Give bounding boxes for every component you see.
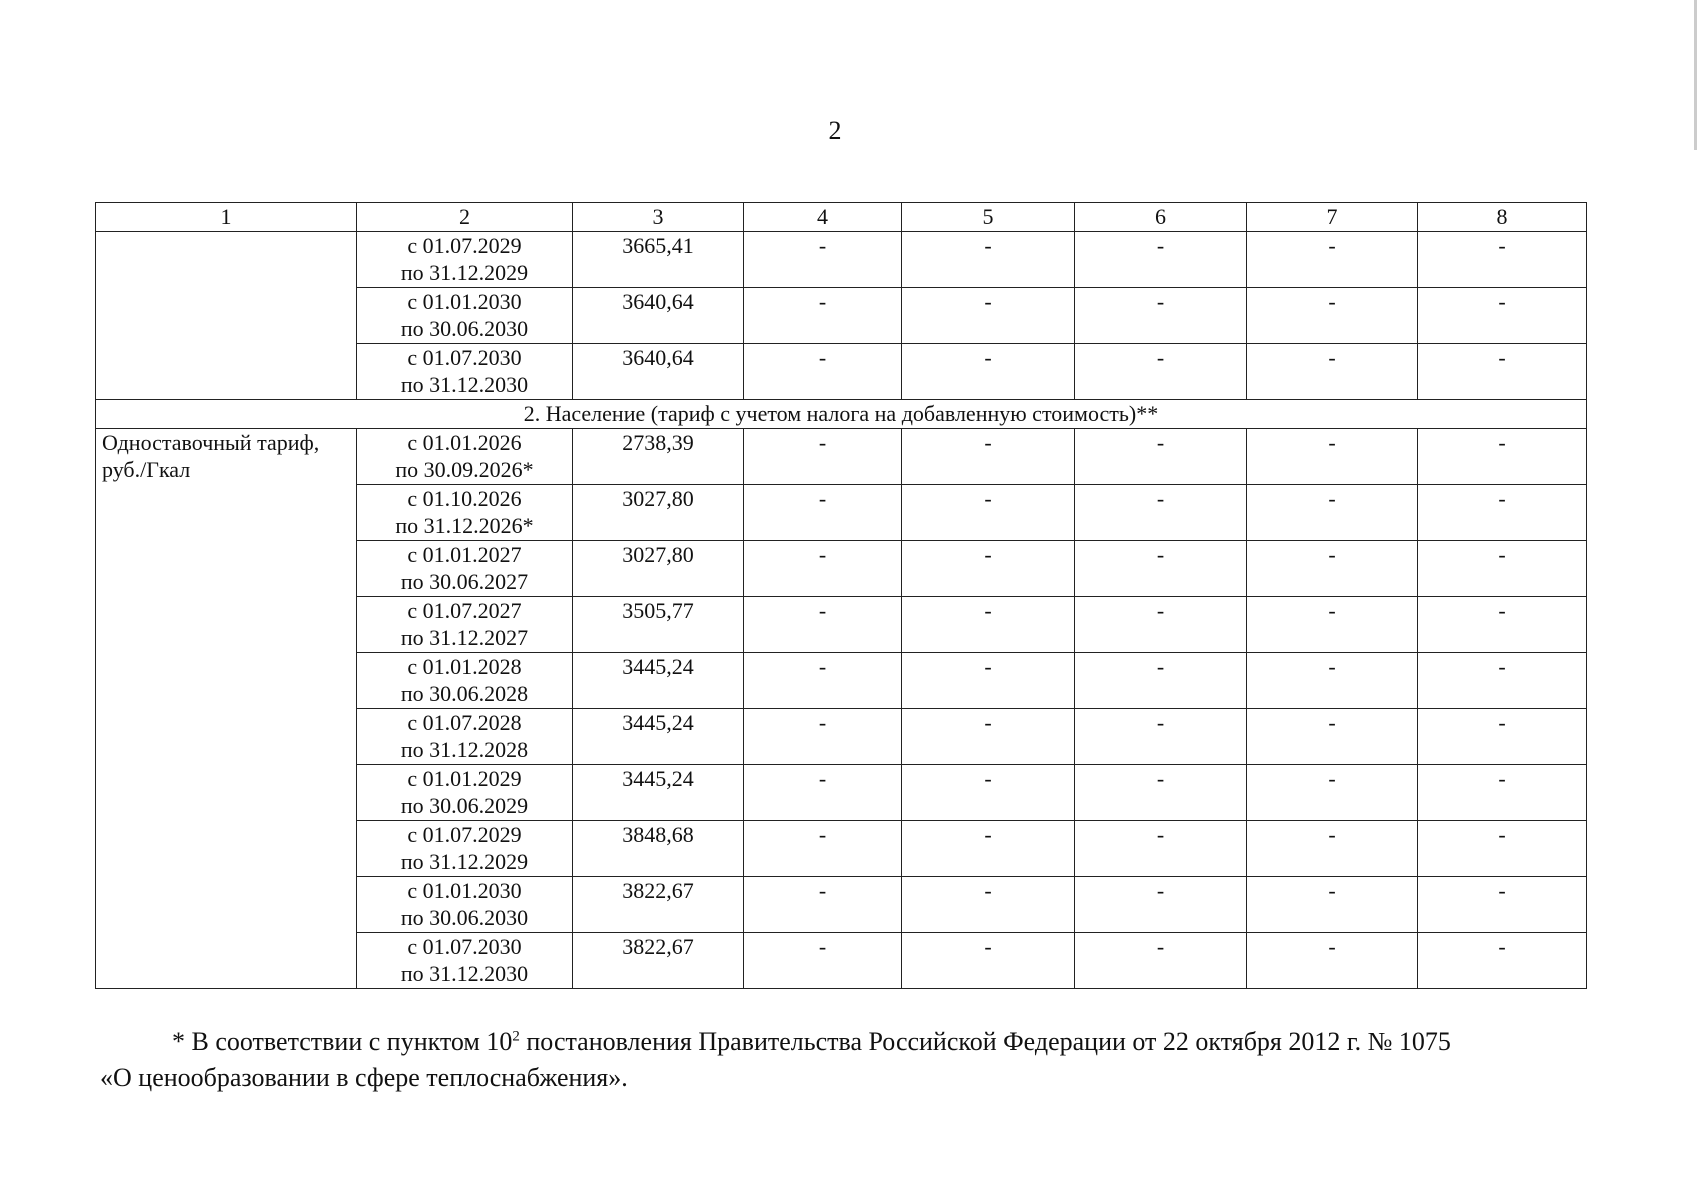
empty-value-cell: - xyxy=(1247,288,1418,344)
period-cell xyxy=(357,288,573,344)
empty-value-cell: - xyxy=(744,485,902,541)
period-from: с 01.01.2030 xyxy=(407,289,522,314)
empty-value-cell: - xyxy=(1075,344,1247,400)
period-to: по 30.09.2026* xyxy=(395,457,534,482)
empty-value-cell: - xyxy=(1075,288,1247,344)
empty-value-cell: - xyxy=(902,821,1075,877)
empty-value-cell: - xyxy=(1075,765,1247,821)
period-to: по 31.12.2028 xyxy=(400,737,529,762)
period-from: с 01.07.2029 xyxy=(407,233,522,258)
empty-value-cell: - xyxy=(902,429,1075,485)
empty-value-cell: - xyxy=(1247,821,1418,877)
period-to: по 30.06.2028 xyxy=(400,681,529,706)
empty-value-cell: - xyxy=(1418,232,1587,288)
period-cell xyxy=(357,485,573,541)
footnote xyxy=(100,1024,1586,1096)
empty-value-cell: - xyxy=(744,765,902,821)
empty-value-cell: - xyxy=(902,877,1075,933)
period-cell xyxy=(357,541,573,597)
empty-value-cell: - xyxy=(1247,765,1418,821)
category-label-cell xyxy=(96,232,357,400)
section-title-row xyxy=(96,400,1587,429)
empty-value-cell: - xyxy=(744,877,902,933)
period-cell xyxy=(357,877,573,933)
table-row xyxy=(96,429,1587,485)
empty-value-cell: - xyxy=(1247,344,1418,400)
empty-value-cell: - xyxy=(1418,344,1587,400)
empty-value-cell: - xyxy=(1247,653,1418,709)
empty-value-cell: - xyxy=(1247,232,1418,288)
empty-value-cell: - xyxy=(1418,877,1587,933)
empty-value-cell: - xyxy=(744,821,902,877)
empty-value-cell: - xyxy=(1075,709,1247,765)
footnote-line-2: «О ценообразовании в сфере теплоснабжения». xyxy=(100,1063,628,1092)
column-header: 5 xyxy=(902,203,1075,232)
column-header: 7 xyxy=(1247,203,1418,232)
section-title: 2. Население (тариф с учетом налога на добавленную стоимость)** xyxy=(96,400,1587,429)
empty-value-cell: - xyxy=(1247,485,1418,541)
empty-value-cell: - xyxy=(1075,541,1247,597)
empty-value-cell: - xyxy=(744,344,902,400)
period-cell xyxy=(357,232,573,288)
empty-value-cell: - xyxy=(1247,541,1418,597)
period-to: по 31.12.2029 xyxy=(400,849,529,874)
empty-value-cell: - xyxy=(902,933,1075,989)
period-from: с 01.07.2029 xyxy=(407,822,522,847)
empty-value-cell: - xyxy=(902,765,1075,821)
tariff-value-cell: 3822,67 xyxy=(573,877,744,933)
empty-value-cell: - xyxy=(1247,877,1418,933)
tariff-value-cell: 3445,24 xyxy=(573,653,744,709)
period-cell xyxy=(357,597,573,653)
empty-value-cell: - xyxy=(1247,597,1418,653)
period-to: по 31.12.2026* xyxy=(395,513,534,538)
footnote-text-before: * В соответствии с пунктом 10 xyxy=(172,1027,513,1056)
empty-value-cell: - xyxy=(1247,933,1418,989)
period-to: по 30.06.2030 xyxy=(400,316,529,341)
empty-value-cell: - xyxy=(902,541,1075,597)
empty-value-cell: - xyxy=(1247,429,1418,485)
period-to: по 31.12.2027 xyxy=(400,625,529,650)
empty-value-cell: - xyxy=(1075,597,1247,653)
period-from: с 01.07.2030 xyxy=(407,934,522,959)
empty-value-cell: - xyxy=(902,344,1075,400)
footnote-line-1 xyxy=(100,1024,1586,1060)
period-cell xyxy=(357,933,573,989)
empty-value-cell: - xyxy=(1075,485,1247,541)
empty-value-cell: - xyxy=(1418,821,1587,877)
column-header: 2 xyxy=(357,203,573,232)
column-header: 3 xyxy=(573,203,744,232)
column-header: 6 xyxy=(1075,203,1247,232)
empty-value-cell: - xyxy=(744,597,902,653)
empty-value-cell: - xyxy=(902,597,1075,653)
period-from: с 01.01.2026 xyxy=(407,430,522,455)
tariff-value-cell: 3640,64 xyxy=(573,344,744,400)
period-to: по 31.12.2029 xyxy=(400,260,529,285)
empty-value-cell: - xyxy=(1418,709,1587,765)
empty-value-cell: - xyxy=(1075,933,1247,989)
tariff-value-cell: 3822,67 xyxy=(573,933,744,989)
period-cell xyxy=(357,709,573,765)
category-label-cell: Одноставочный тариф, руб./Гкал xyxy=(96,429,357,989)
period-to: по 30.06.2027 xyxy=(400,569,529,594)
table-body xyxy=(96,203,1587,989)
tariff-value-cell: 2738,39 xyxy=(573,429,744,485)
period-to: по 31.12.2030 xyxy=(400,372,529,397)
period-to: по 31.12.2030 xyxy=(400,961,529,986)
period-cell xyxy=(357,765,573,821)
column-header: 1 xyxy=(96,203,357,232)
empty-value-cell: - xyxy=(744,653,902,709)
tariff-value-cell: 3848,68 xyxy=(573,821,744,877)
tariff-value-cell: 3640,64 xyxy=(573,288,744,344)
empty-value-cell: - xyxy=(1418,765,1587,821)
table-row xyxy=(96,232,1587,288)
period-cell xyxy=(357,429,573,485)
empty-value-cell: - xyxy=(744,709,902,765)
period-from: с 01.07.2027 xyxy=(407,598,522,623)
period-to: по 30.06.2030 xyxy=(400,905,529,930)
period-from: с 01.01.2027 xyxy=(407,542,522,567)
empty-value-cell: - xyxy=(1418,485,1587,541)
period-from: с 01.07.2030 xyxy=(407,345,522,370)
tariff-value-cell: 3027,80 xyxy=(573,541,744,597)
tariff-value-cell: 3027,80 xyxy=(573,485,744,541)
tariff-value-cell: 3505,77 xyxy=(573,597,744,653)
empty-value-cell: - xyxy=(902,232,1075,288)
empty-value-cell: - xyxy=(744,429,902,485)
footnote-superscript: 2 xyxy=(512,1028,520,1045)
empty-value-cell: - xyxy=(902,288,1075,344)
column-header: 4 xyxy=(744,203,902,232)
period-cell xyxy=(357,653,573,709)
column-header: 8 xyxy=(1418,203,1587,232)
empty-value-cell: - xyxy=(1418,653,1587,709)
period-from: с 01.01.2029 xyxy=(407,766,522,791)
tariff-value-cell: 3445,24 xyxy=(573,765,744,821)
period-from: с 01.07.2028 xyxy=(407,710,522,735)
empty-value-cell: - xyxy=(1075,821,1247,877)
empty-value-cell: - xyxy=(1075,653,1247,709)
empty-value-cell: - xyxy=(1075,429,1247,485)
empty-value-cell: - xyxy=(902,709,1075,765)
empty-value-cell: - xyxy=(1075,877,1247,933)
empty-value-cell: - xyxy=(1418,429,1587,485)
period-cell xyxy=(357,821,573,877)
empty-value-cell: - xyxy=(902,485,1075,541)
footnote-text-after: постановления Правительства Российской Федерации от 22 октября 2012 г. № 1075 xyxy=(519,1027,1451,1056)
empty-value-cell: - xyxy=(744,288,902,344)
empty-value-cell: - xyxy=(1418,288,1587,344)
period-from: с 01.01.2030 xyxy=(407,878,522,903)
empty-value-cell: - xyxy=(744,933,902,989)
page-number: 2 xyxy=(828,116,842,145)
table-header-row xyxy=(96,203,1587,232)
empty-value-cell: - xyxy=(902,653,1075,709)
empty-value-cell: - xyxy=(1075,232,1247,288)
period-from: с 01.01.2028 xyxy=(407,654,522,679)
period-to: по 30.06.2029 xyxy=(400,793,529,818)
empty-value-cell: - xyxy=(1418,597,1587,653)
empty-value-cell: - xyxy=(1418,541,1587,597)
empty-value-cell: - xyxy=(1247,709,1418,765)
period-from: с 01.10.2026 xyxy=(407,486,522,511)
tariff-table xyxy=(95,202,1587,989)
empty-value-cell: - xyxy=(744,541,902,597)
tariff-value-cell: 3445,24 xyxy=(573,709,744,765)
period-cell xyxy=(357,344,573,400)
tariff-value-cell: 3665,41 xyxy=(573,232,744,288)
empty-value-cell: - xyxy=(744,232,902,288)
empty-value-cell: - xyxy=(1418,933,1587,989)
